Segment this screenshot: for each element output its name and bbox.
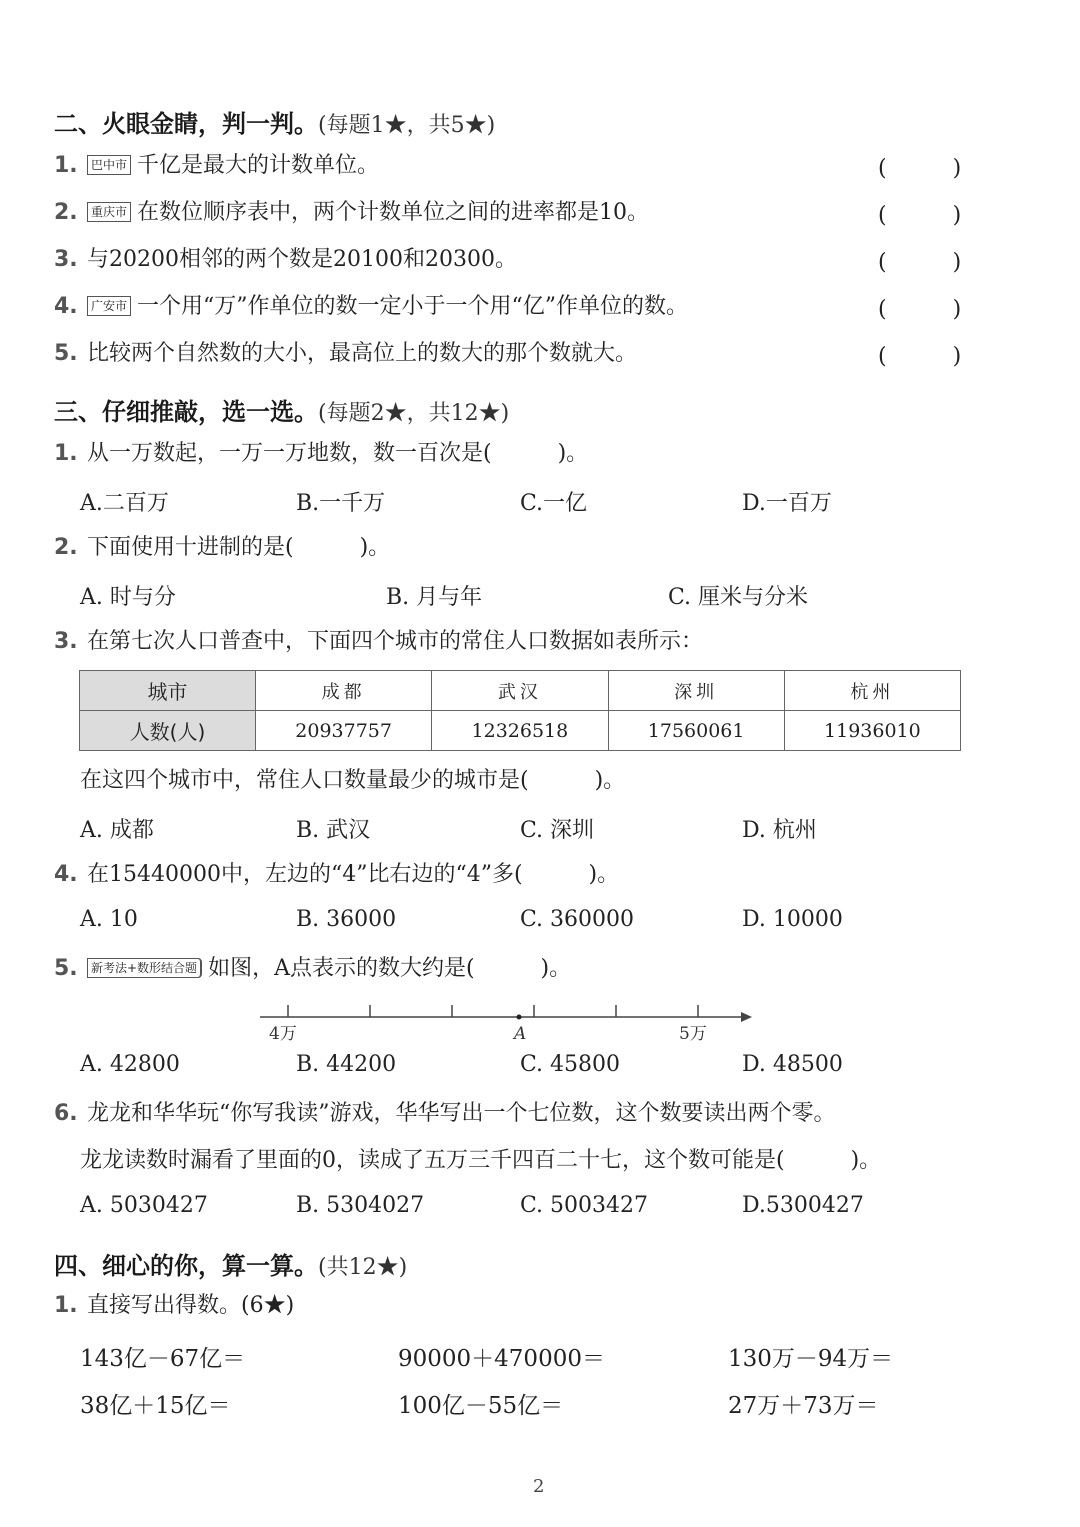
item-number: 1.	[54, 1293, 78, 1318]
item-number: 2.	[54, 200, 78, 225]
item-text: 比较两个自然数的大小，最高位上的数大的那个数就大。	[87, 341, 638, 366]
question-text: 直接写出得数。(6★)	[87, 1293, 295, 1318]
option-d[interactable]: D. 10000	[742, 907, 843, 932]
calc-question-1	[54, 1291, 294, 1321]
page-number: 2	[533, 1476, 545, 1497]
item-number: 2.	[54, 535, 78, 560]
choice-question-3	[54, 627, 703, 657]
option-b[interactable]: B. 武汉	[296, 818, 371, 843]
item-number: 4.	[54, 862, 78, 887]
table-header-city: 城市	[80, 671, 256, 711]
table-cell: 12326518	[432, 711, 608, 751]
judge-item-3	[54, 245, 517, 275]
option-b[interactable]: B. 44200	[296, 1052, 397, 1077]
region-tag: 巴中市	[87, 155, 131, 175]
section2-note: (每题1★，共5★)	[318, 113, 496, 138]
choice-question-2	[54, 533, 390, 563]
item-number: 4.	[54, 294, 78, 319]
option-a[interactable]: A.二百万	[80, 491, 169, 516]
calc-expression[interactable]: 130万－94万＝	[728, 1346, 894, 1372]
table-cell: 成都	[256, 671, 432, 711]
label-5wan: 5万	[679, 1024, 707, 1044]
option-c[interactable]: C. 45800	[520, 1052, 621, 1077]
table-header-population: 人数(人)	[80, 711, 256, 751]
label-4wan: 4万	[269, 1024, 297, 1044]
calc-expression[interactable]: 100亿－55亿＝	[398, 1393, 564, 1419]
section3-title: 三、仔细推敲，选一选。	[54, 398, 318, 426]
region-tag: 广安市	[87, 296, 131, 316]
section3-heading	[54, 392, 509, 427]
table-row	[80, 671, 961, 711]
region-tag: 重庆市	[87, 202, 131, 222]
section2-title: 二、火眼金睛，判一判。	[54, 110, 318, 138]
option-c[interactable]: C.一亿	[520, 491, 588, 516]
choice-question-4	[54, 860, 619, 890]
table-cell: 武汉	[432, 671, 608, 711]
item-number: 5.	[54, 341, 78, 366]
calc-expression[interactable]: 143亿－67亿＝	[80, 1346, 246, 1372]
item-text: 千亿是最大的计数单位。	[137, 153, 380, 178]
section4-title: 四、细心的你，算一算。	[54, 1252, 318, 1280]
section4-heading	[54, 1246, 407, 1281]
option-d[interactable]: D. 48500	[742, 1052, 843, 1077]
option-c[interactable]: C. 360000	[520, 907, 635, 932]
option-d[interactable]: D.5300427	[742, 1193, 864, 1218]
item-number: 1.	[54, 153, 78, 178]
table-cell: 17560061	[608, 711, 784, 751]
question-text: 在第七次人口普查中，下面四个城市的常住人口数据如表所示：	[87, 629, 704, 654]
option-c[interactable]: C. 深圳	[520, 818, 595, 843]
option-a[interactable]: A. 成都	[80, 818, 154, 843]
answer-paren-5[interactable]: ( )	[878, 344, 962, 369]
label-point-a: A	[514, 1024, 527, 1044]
choice-question-5	[54, 954, 571, 984]
calc-expression[interactable]: 27万＋73万＝	[728, 1393, 879, 1419]
table-cell: 杭州	[784, 671, 960, 711]
option-b[interactable]: B. 5304027	[296, 1193, 425, 1218]
item-number: 1.	[54, 441, 78, 466]
option-b[interactable]: B. 月与年	[386, 585, 483, 610]
option-b[interactable]: B. 36000	[296, 907, 397, 932]
judge-item-4	[54, 292, 688, 322]
answer-paren-4[interactable]: ( )	[878, 297, 962, 322]
item-number: 3.	[54, 247, 78, 272]
option-b[interactable]: B.一千万	[296, 491, 386, 516]
item-text: 在数位顺序表中，两个计数单位之间的进率都是10。	[137, 200, 650, 225]
table-row	[80, 711, 961, 751]
judge-item-1	[54, 151, 379, 181]
point-a-dot	[517, 1015, 522, 1020]
number-line	[255, 995, 765, 1045]
option-a[interactable]: A. 时与分	[80, 585, 176, 610]
judge-item-2	[54, 198, 649, 228]
item-text: 一个用“万”作单位的数一定小于一个用“亿”作单位的数。	[137, 294, 689, 319]
answer-paren-2[interactable]: ( )	[878, 203, 962, 228]
section3-note: (每题2★，共12★)	[318, 401, 510, 426]
question-6-text2: 龙龙读数时漏看了里面的0，读成了五万三千四百二十七，这个数可能是( )。	[80, 1148, 882, 1173]
question-text: 如图，A点表示的数大约是( )。	[208, 956, 572, 981]
option-a[interactable]: A. 42800	[80, 1052, 180, 1077]
new-method-tag: 新考法+数形结合题	[87, 958, 202, 978]
option-d[interactable]: D.一百万	[742, 491, 832, 516]
question-text: 在15440000中，左边的“4”比右边的“4”多( )。	[87, 862, 620, 887]
option-a[interactable]: A. 5030427	[80, 1193, 208, 1218]
calc-expression[interactable]: 90000＋470000＝	[398, 1346, 605, 1372]
section4-note: (共12★)	[318, 1255, 408, 1280]
option-c[interactable]: C. 5003427	[520, 1193, 649, 1218]
item-text: 与20200相邻的两个数是20100和20300。	[87, 247, 517, 272]
table-cell: 11936010	[784, 711, 960, 751]
option-c[interactable]: C. 厘米与分米	[668, 585, 809, 610]
choice-question-1	[54, 439, 588, 469]
question-text: 从一万数起，一万一万地数，数一百次是( )。	[87, 441, 589, 466]
item-number: 5.	[54, 956, 78, 981]
option-d[interactable]: D. 杭州	[742, 818, 817, 843]
calc-expression[interactable]: 38亿＋15亿＝	[80, 1393, 231, 1419]
question-text: 下面使用十进制的是( )。	[87, 535, 391, 560]
answer-paren-3[interactable]: ( )	[878, 250, 962, 275]
item-number: 6.	[54, 1101, 78, 1126]
table-cell: 20937757	[256, 711, 432, 751]
arrow-icon	[741, 1012, 752, 1022]
section2-heading	[54, 104, 495, 139]
answer-paren-1[interactable]: ( )	[878, 156, 962, 181]
question-text: 龙龙和华华玩“你写我读”游戏，华华写出一个七位数，这个数要读出两个零。	[87, 1101, 836, 1126]
choice-question-6	[54, 1099, 836, 1129]
population-table	[79, 670, 961, 751]
option-a[interactable]: A. 10	[80, 907, 138, 932]
item-number: 3.	[54, 629, 78, 654]
question-3-text2: 在这四个城市中，常住人口数量最少的城市是( )。	[80, 768, 626, 793]
judge-item-5	[54, 339, 637, 369]
table-cell: 深圳	[608, 671, 784, 711]
